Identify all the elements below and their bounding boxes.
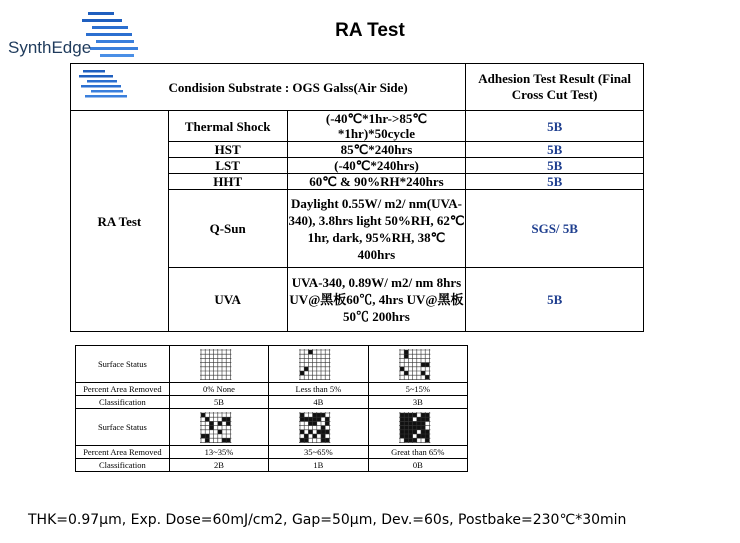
classification-value: 2B [169, 459, 268, 472]
condition-header-text: Condision Substrate : OGS Galss(Air Side) [168, 79, 408, 95]
surface-status-label: Surface Status [76, 346, 170, 383]
classification-label: Classification [76, 459, 170, 472]
test-result: SGS/ 5B [466, 190, 644, 268]
ra-test-table [70, 63, 644, 332]
test-condition: (-40℃*1hr->85℃ *1hr)*50cycle [287, 111, 466, 142]
classification-value: 1B [269, 459, 368, 472]
condition-header [71, 64, 466, 111]
test-result: 5B [466, 174, 644, 190]
test-condition: UVA-340, 0.89W/ m2/ nm 8hrs UV@黑板60℃, 4hrs UV@黑板50℃ 200hrs [287, 268, 466, 332]
classification-value: 4B [269, 396, 368, 409]
group-label: RA Test [71, 111, 169, 332]
percent-value: Less than 5% [269, 383, 368, 396]
percent-value: 0% None [169, 383, 268, 396]
test-name: LST [168, 158, 287, 174]
result-header: Adhesion Test Result (Final Cross Cut Test) [466, 64, 644, 111]
cross-cut-grid-icon [174, 411, 264, 443]
striped-bars-logo-icon [79, 70, 135, 102]
process-parameters: THK=0.97μm, Exp. Dose=60mJ/cm2, Gap=50μm, Dev.=60s, Postbake=230℃*30min [28, 512, 627, 528]
test-result: 5B [466, 158, 644, 174]
classification-label: Classification [76, 396, 170, 409]
cross-cut-grid-icon [174, 348, 264, 380]
test-name: Thermal Shock [168, 111, 287, 142]
test-condition: Daylight 0.55W/ m2/ nm(UVA-340), 3.8hrs light 50%RH, 62℃ 1hr, dark, 95%RH, 38℃ 400hrs [287, 190, 466, 268]
classification-value: 3B [368, 396, 467, 409]
logo-text: SynthEdge [8, 38, 92, 57]
test-name: UVA [168, 268, 287, 332]
classification-value: 5B [169, 396, 268, 409]
test-result: 5B [466, 142, 644, 158]
cross-cut-grid-icon [373, 348, 463, 380]
percent-value: Great than 65% [368, 446, 467, 459]
cross-cut-grid-icon [273, 348, 363, 380]
test-condition: (-40℃*240hrs) [287, 158, 466, 174]
cross-cut-grid-icon [373, 411, 463, 443]
test-result: 5B [466, 268, 644, 332]
percent-label: Percent Area Removed [76, 383, 170, 396]
test-condition: 85℃*240hrs [287, 142, 466, 158]
percent-value: 35~65% [269, 446, 368, 459]
test-result: 5B [466, 111, 644, 142]
percent-value: 5~15% [368, 383, 467, 396]
cross-cut-grid-icon [273, 411, 363, 443]
test-name: HST [168, 142, 287, 158]
percent-label: Percent Area Removed [76, 446, 170, 459]
page-title: RA Test [335, 20, 405, 41]
classification-legend [75, 345, 468, 472]
classification-value: 0B [368, 459, 467, 472]
test-name: Q-Sun [168, 190, 287, 268]
surface-status-label: Surface Status [76, 409, 170, 446]
test-condition: 60℃ & 90%RH*240hrs [287, 174, 466, 190]
percent-value: 13~35% [169, 446, 268, 459]
test-name: HHT [168, 174, 287, 190]
